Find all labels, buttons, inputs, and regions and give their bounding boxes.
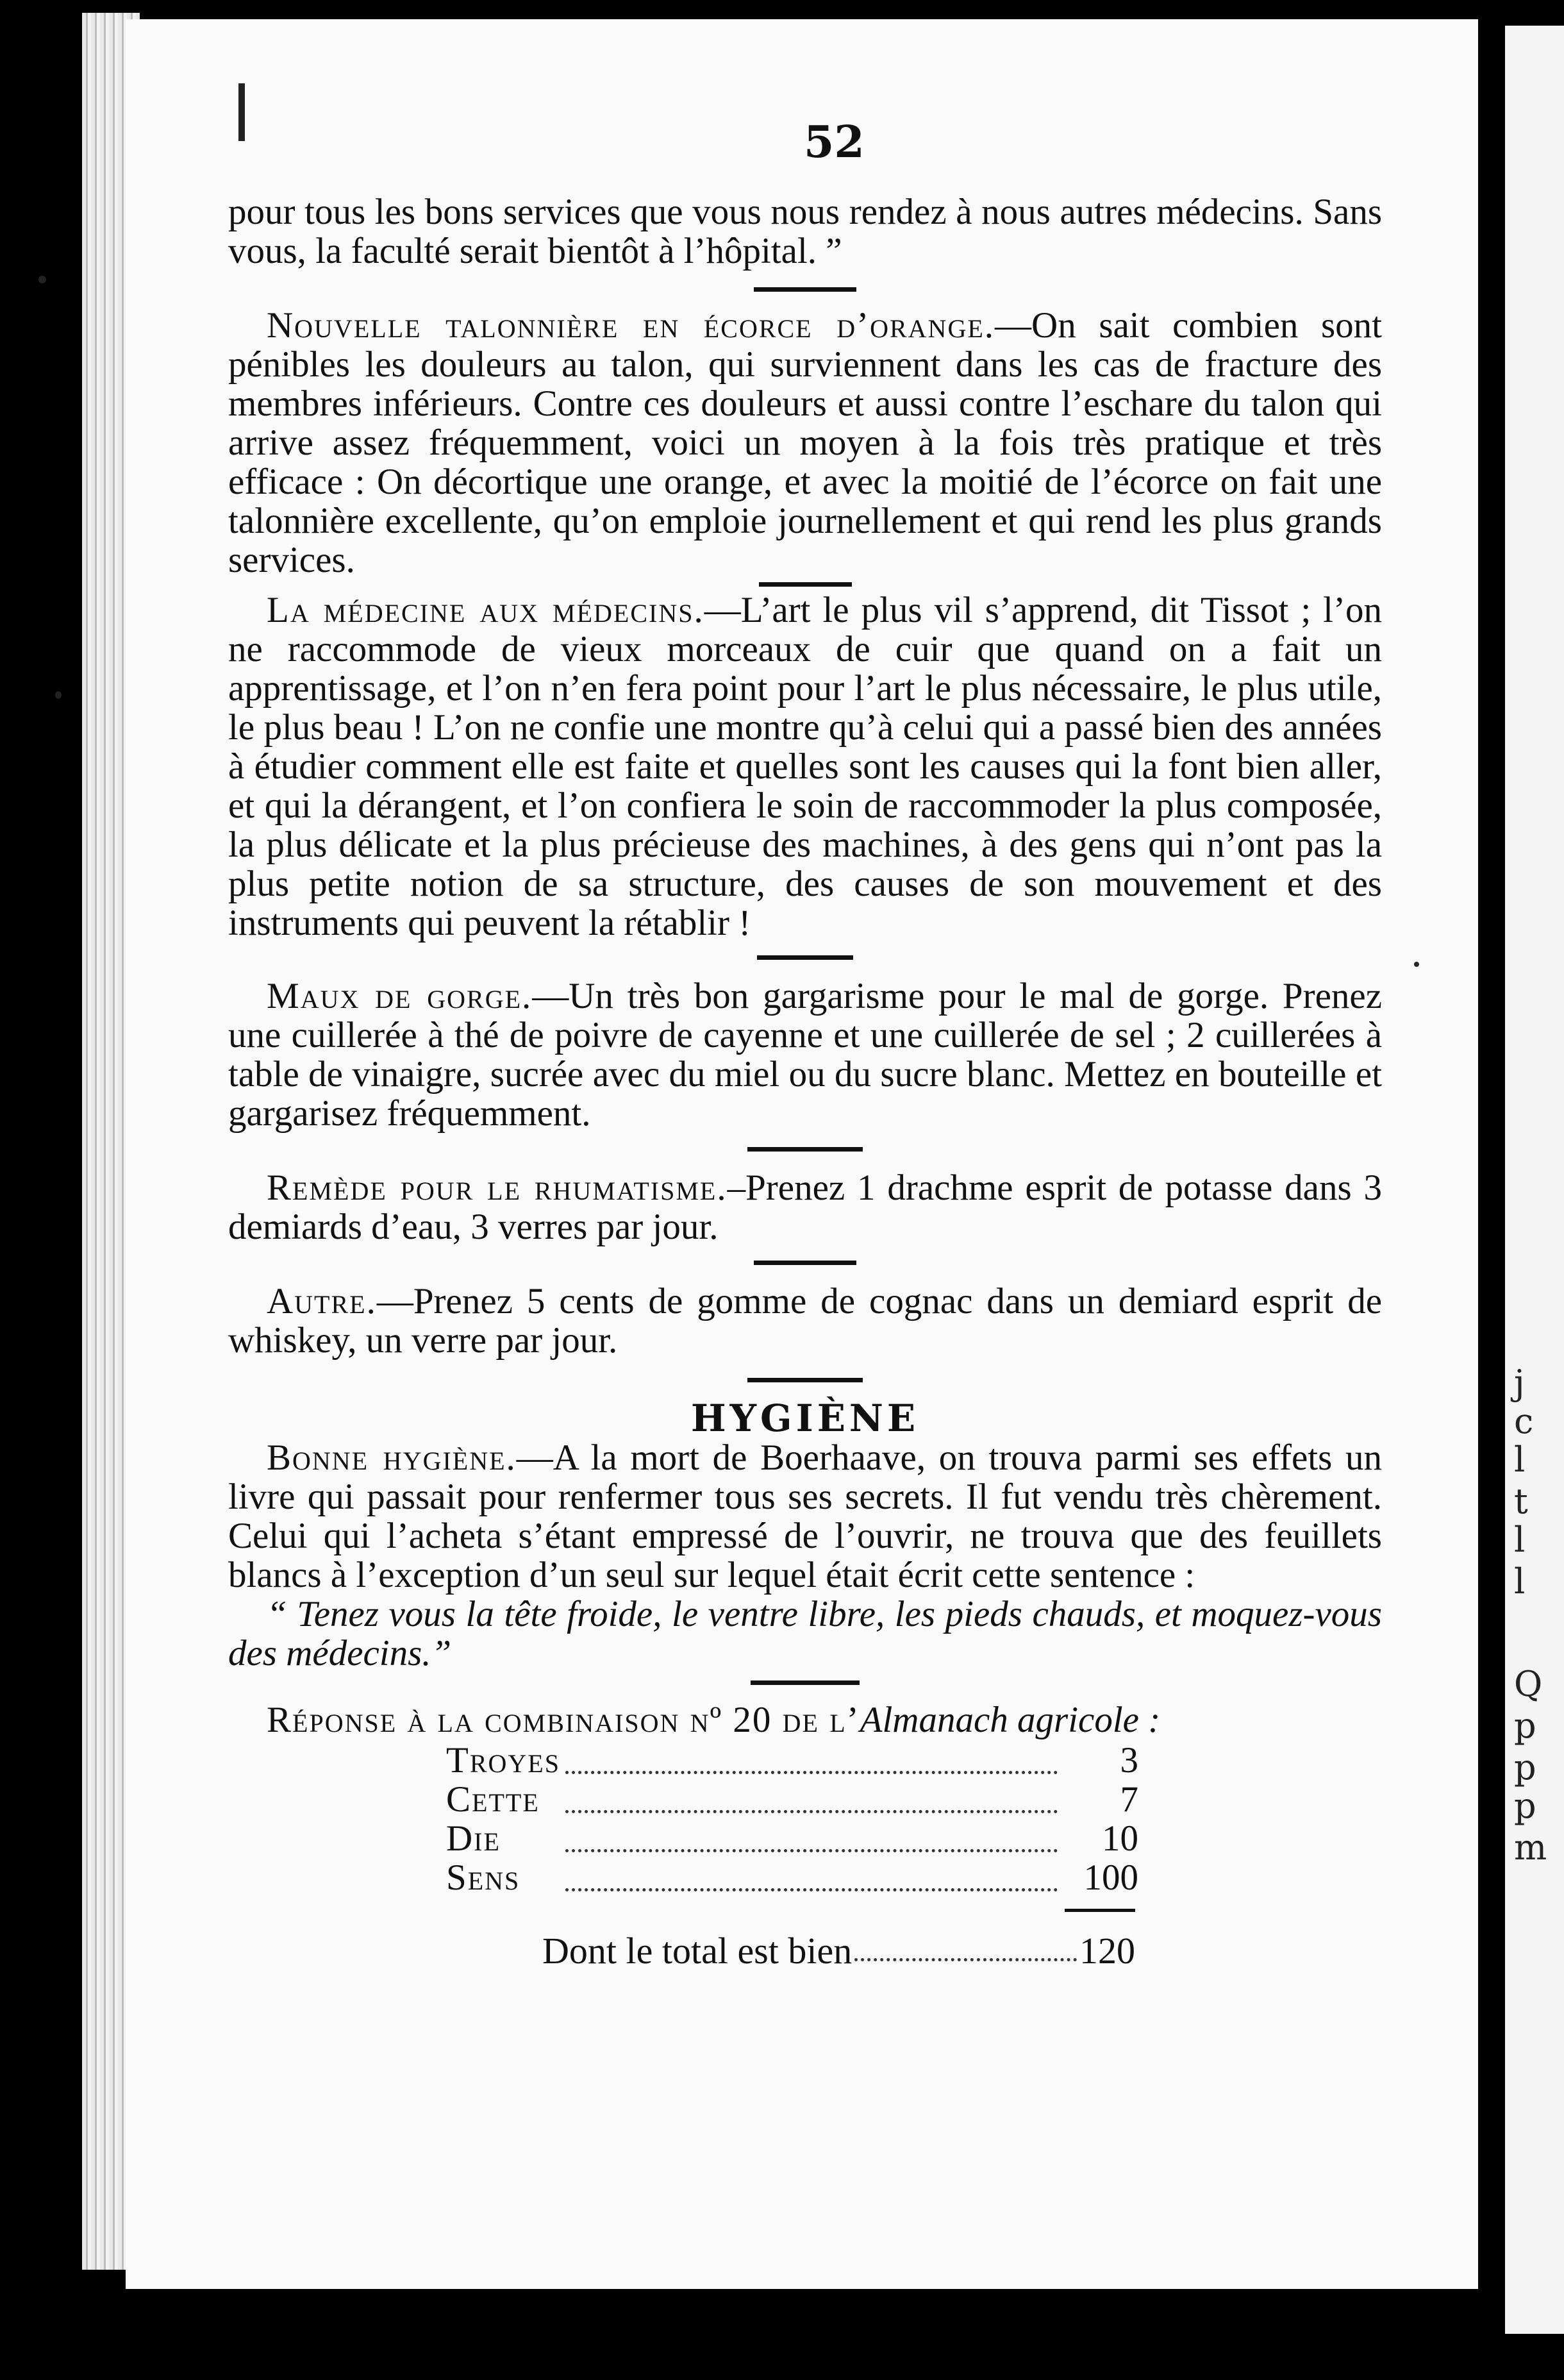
section-rule bbox=[747, 1378, 863, 1382]
text-column bbox=[228, 192, 1382, 1970]
next-page-fragment: p bbox=[1514, 1705, 1536, 1746]
answer-row bbox=[446, 1741, 1138, 1780]
section-rule bbox=[754, 287, 856, 292]
page-number: 52 bbox=[804, 117, 865, 168]
answer-row-name: Troyes bbox=[446, 1740, 560, 1781]
next-page-fragment: p bbox=[1514, 1786, 1536, 1826]
scan-speck bbox=[38, 276, 46, 283]
answer-row-value: 100 bbox=[1083, 1857, 1138, 1898]
gutter-mark bbox=[238, 83, 245, 141]
hygiene-quote: “ Tenez vous la tête froide, le ventre libre, les pieds chauds, et moquez-vous des médecins.” bbox=[228, 1594, 1382, 1673]
article-body: –Prenez 1 drachme esprit de potasse dans 3 demiards d’eau, 3 verres par jour. bbox=[228, 1168, 1383, 1247]
answer-source: Almanach agricole : bbox=[860, 1700, 1161, 1740]
next-page-fragment: l bbox=[1514, 1520, 1526, 1560]
article-autre bbox=[228, 1282, 1382, 1360]
article-nouvelle-talonniere bbox=[228, 306, 1382, 580]
answer-row bbox=[446, 1858, 1138, 1897]
total-line bbox=[542, 1931, 1135, 1970]
section-rule bbox=[757, 955, 853, 960]
answer-row-value: 3 bbox=[1120, 1740, 1138, 1781]
answer-row-name: Die bbox=[446, 1818, 501, 1859]
article-title: La médecine aux médecins. bbox=[267, 590, 704, 630]
article-maux-de-gorge bbox=[228, 976, 1382, 1133]
article-title: Remède pour le rhumatisme. bbox=[267, 1168, 728, 1208]
next-page-fragment: c bbox=[1514, 1401, 1534, 1441]
answer-label: Réponse à la combinaison nº 20 de l’ bbox=[267, 1700, 860, 1740]
leader-dots bbox=[854, 1931, 1077, 1961]
scan-speck bbox=[1414, 962, 1419, 967]
answer-row-value: 10 bbox=[1102, 1818, 1138, 1859]
section-rule bbox=[751, 1680, 860, 1685]
article-title: Nouvelle talonnière en écorce d’orange. bbox=[267, 305, 995, 346]
next-page-fragment: l bbox=[1514, 1561, 1526, 1602]
article-body: —Un très bon gargarisme pour le mal de gorge. Prenez une cuillerée à thé de poivre de cayenne et une cuillerée de sel ; 2 cuillerées à table de vinaigre, sucrée avec du miel ou du sucre blanc. Mettez en bouteille et gargarisez fréquemment. bbox=[228, 976, 1382, 1134]
sum-rule bbox=[1065, 1909, 1135, 1912]
answer-table bbox=[446, 1741, 1138, 1897]
next-page-fragment: Q bbox=[1514, 1664, 1543, 1704]
article-bonne-hygiene bbox=[228, 1438, 1382, 1595]
answer-row-name: Sens bbox=[446, 1857, 520, 1898]
article-body: —L’art le plus vil s’apprend, dit Tissot ; l’on ne raccommode de vieux morceaux de cuir que quand on a fait un apprentissage, et l’on n’en fera point pour l’art le plus nécessaire, le plus utile, le plus beau ! L’on ne confie une montre qu’à celui qui a passé bien des années à étudier comment elle est faite et quelles sont les causes qui la font bien aller, et qui la dérangent, et l’on confiera le soin de raccommoder la plus composée, la plus délicate et la plus précieuse des machines, à des gens qui n’ont pas la plus petite notion de sa structure, des causes de son mouvement et des instruments qui peuvent la rétablir ! bbox=[228, 590, 1382, 943]
answer-heading bbox=[228, 1700, 1382, 1739]
next-page-edge bbox=[1505, 26, 1564, 2334]
section-heading: HYGIÈNE bbox=[690, 1396, 920, 1440]
scan-speck bbox=[55, 691, 62, 699]
article-body: —On sait combien sont pénibles les douleurs au talon, qui surviennent dans les cas de fracture des membres inférieurs. Contre ces douleurs et aussi contre l’eschare du talon qui arrive assez fréquemment, voici un moyen à la fois très pratique et très efficace : On décortique une orange, et avec la moitié de l’écorce on fait une talonnière excellente, qu’on emploie journellement et qui rend les plus grands services. bbox=[228, 305, 1383, 580]
section-rule bbox=[754, 1261, 856, 1265]
article-title: Autre. bbox=[267, 1281, 377, 1321]
next-page-fragment: t bbox=[1514, 1481, 1528, 1521]
article-title: Bonne hygiène. bbox=[267, 1437, 517, 1478]
next-page-fragment: m bbox=[1514, 1827, 1547, 1868]
article-rhumatisme bbox=[228, 1168, 1382, 1246]
leader-dots bbox=[562, 1741, 1061, 1780]
next-page-fragment: j bbox=[1514, 1362, 1525, 1403]
answer-row bbox=[446, 1819, 1138, 1858]
article-body: —Prenez 5 cents de gomme de cognac dans un demiard esprit de whiskey, un verre par jour. bbox=[228, 1281, 1382, 1361]
article-body: —A la mort de Boerhaave, on trouva parmi ses effets un livre qui passait pour renfermer tous ses secrets. Il fut vendu très chèrement. Celui qui l’acheta s’étant empressé de l’ouvrir, ne trouva que des feuillets blancs à l’exception d’un seul sur lequel était écrit cette sentence : bbox=[228, 1437, 1382, 1595]
leader-dots bbox=[562, 1819, 1061, 1858]
section-rule bbox=[759, 582, 852, 587]
answer-row-name: Cette bbox=[446, 1779, 540, 1820]
leader-dots bbox=[562, 1780, 1061, 1819]
total-label: Dont le total est bien bbox=[542, 1930, 853, 1972]
next-page-fragment: l bbox=[1514, 1439, 1526, 1480]
total-value: 120 bbox=[1079, 1930, 1135, 1972]
section-rule bbox=[747, 1147, 863, 1152]
opening-paragraph: pour tous les bons services que vous nous rendez à nous autres médecins. Sans vous, la faculté serait bientôt à l’hôpital. ” bbox=[228, 192, 1382, 271]
next-page-fragment: p bbox=[1514, 1747, 1536, 1788]
leader-dots bbox=[562, 1858, 1061, 1897]
article-title: Maux de gorge. bbox=[267, 976, 533, 1016]
answer-row-value: 7 bbox=[1120, 1779, 1138, 1820]
answer-row bbox=[446, 1780, 1138, 1819]
article-medecine-aux-medecins bbox=[228, 591, 1382, 943]
